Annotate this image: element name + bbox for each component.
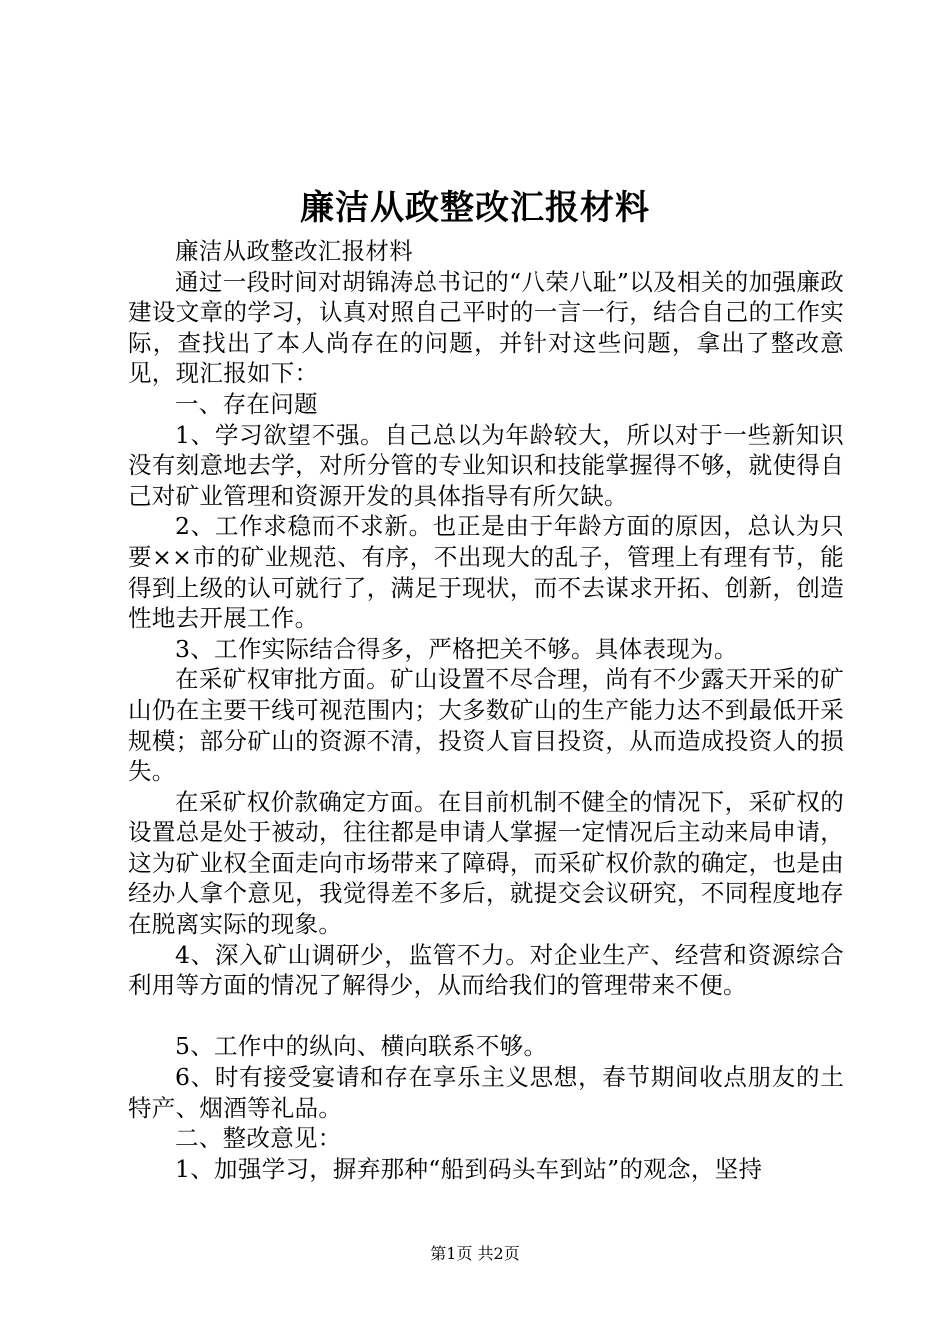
section-heading: 一、存在问题 — [175, 389, 318, 418]
section-heading: 二、整改意见： — [175, 1124, 342, 1153]
paragraph: 6、时有接受宴请和存在享乐主义思想，春节期间收点朋友的土特产、烟酒等礼品。 — [128, 1063, 844, 1122]
page-footer: 第1页 共2页 — [430, 1244, 520, 1263]
paragraph: 在采矿权审批方面。矿山设置不尽合理，尚有不少露天开采的矿山仍在主要干线可视范围内；大多数矿山的生产能力达不到最低开采规模；部分矿山的资源不清，投资人盲目投资，从而造成投资人的损失。 — [128, 665, 844, 786]
document-title: 廉洁从政整改汇报材料 — [300, 188, 650, 228]
paragraph: 1、学习欲望不强。自己总以为年龄较大，所以对于一些新知识没有刻意地去学，对所分管的专业知识和技能掌握得不够，就使得自己对矿业管理和资源开发的具体指导有所欠缺。 — [128, 420, 844, 510]
paragraph: 在采矿权价款确定方面。在目前机制不健全的情况下，采矿权的设置总是处于被动，往往都是申请人掌握一定情况后主动来局申请，这为矿业权全面走向市场带来了障碍，而采矿权价款的确定，也是由经办人拿个意见，我觉得差不多后，就提交会议研究，不同程度地存在脱离实际的现象。 — [128, 787, 844, 939]
paragraph: 2、工作求稳而不求新。也正是由于年龄方面的原因，总认为只要××市的矿业规范、有序，不出现大的乱子，管理上有理有节，能得到上级的认可就行了，满足于现状，而不去谋求开拓、创新，创造性地去开展工作。 — [128, 512, 844, 633]
paragraph: 1、加强学习，摒弃那种“船到码头车到站”的观念，坚持 — [175, 1154, 763, 1183]
paragraph: 3、工作实际结合得多，严格把关不够。具体表现为。 — [175, 634, 738, 663]
paragraph: 廉洁从政整改汇报材料 — [175, 237, 413, 265]
blank-line — [128, 1001, 844, 1032]
paragraph: 通过一段时间对胡锦涛总书记的“八荣八耻”以及相关的加强廉政建设文章的学习，认真对照自己平时的一言一行，结合自己的工作实际，查找出了本人尚存在的问题，并针对这些问题，拿出了整改意见，现汇报如下： — [128, 267, 844, 388]
paragraph: 5、工作中的纵向、横向联系不够。 — [175, 1032, 548, 1061]
paragraph: 4、深入矿山调研少，监管不力。对企业生产、经营和资源综合利用等方面的情况了解得少，从而给我们的管理带来不便。 — [128, 940, 844, 1000]
document-body — [128, 236, 844, 1184]
